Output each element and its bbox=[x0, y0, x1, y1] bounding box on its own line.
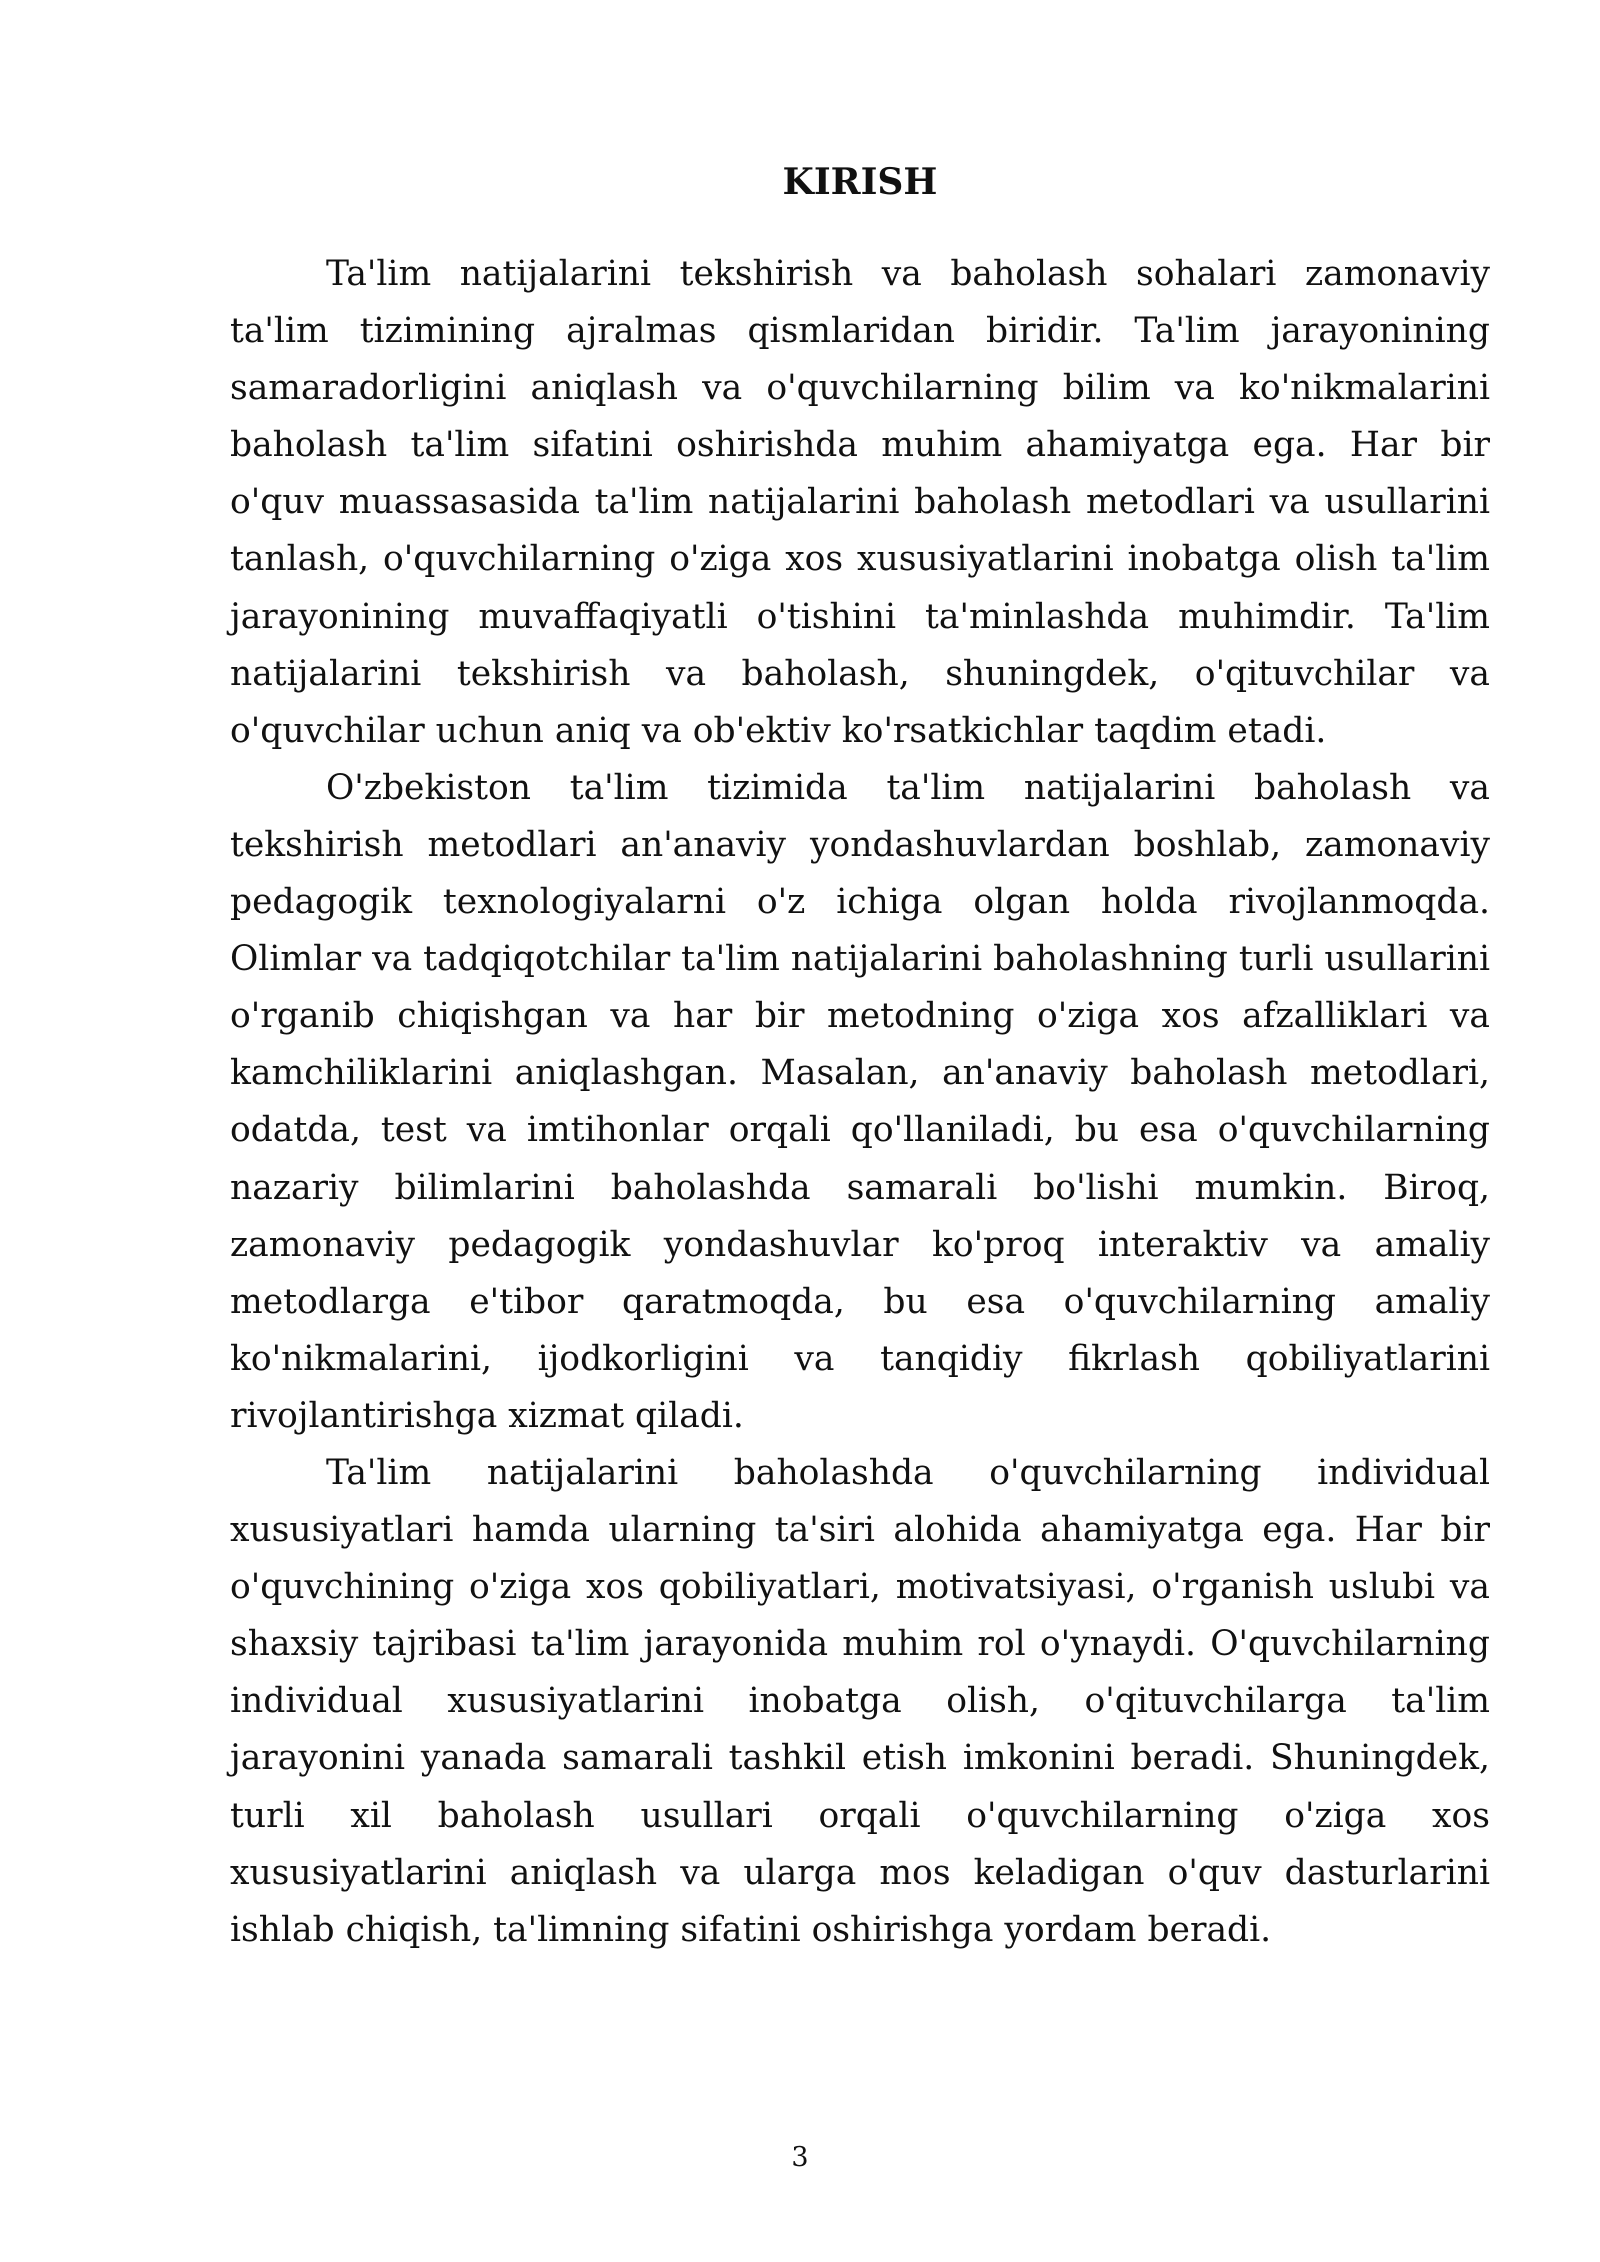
body-text bbox=[230, 246, 1490, 1959]
paragraph-1: Ta'lim natijalarini tekshirish va baholash sohalari zamonaviy ta'lim tizimining ajralmas qismlaridan biridir. Ta'lim jarayonining samaradorligini aniqlash va o'quvchilarning bilim va ko'nikmalarini baholash ta'lim sifatini oshirishda muhim ahamiyatga ega. Har bir o'quv muassasasida ta'lim natijalarini baholash metodlari va usullarini tanlash, o'quvchilarning o'ziga xos xususiyatlarini inobatga olish ta'lim jarayonining muvaffaqiyatli o'tishini ta'minlashda muhimdir. Ta'lim natijalarini tekshirish va baholash, shuningdek, o'qituvchilar va o'quvchilar uchun aniq va ob'ektiv ko'rsatkichlar taqdim etadi. bbox=[230, 254, 1490, 751]
page-number: 3 bbox=[791, 2142, 809, 2173]
paragraph-2: O'zbekiston ta'lim tizimida ta'lim natijalarini baholash va tekshirish metodlari an'anaviy yondashuvlardan boshlab, zamonaviy pedagogik texnologiyalarni o'z ichiga olgan holda rivojlanmoqda. Olimlar va tadqiqotchilar ta'lim natijalarini baholashning turli usullarini o'rganib chiqishgan va har bir metodning o'ziga xos afzalliklari va kamchiliklarini aniqlashgan. Masalan, an'anaviy baholash metodlari, odatda, test va imtihonlar orqali qo'llaniladi, bu esa o'quvchilarning nazariy bilimlarini baholashda samarali bo'lishi mumkin. Biroq, zamonaviy pedagogik yondashuvlar ko'proq interaktiv va amaliy metodlarga e'tibor qaratmoqda, bu esa o'quvchilarning amaliy ko'nikmalarini, ijodkorligini va tanqidiy fikrlash qobiliyatlarini rivojlantirishga xizmat qiladi. bbox=[230, 767, 1490, 1436]
paragraph-3: Ta'lim natijalarini baholashda o'quvchilarning individual xususiyatlari hamda ularning ta'siri alohida ahamiyatga ega. Har bir o'quvchining o'ziga xos qobiliyatlari, motivatsiyasi, o'rganish uslubi va shaxsiy tajribasi ta'lim jarayonida muhim rol o'ynaydi. O'quvchilarning individual xususiyatlarini inobatga olish, o'qituvchilarga ta'lim jarayonini yanada samarali tashkil etish imkonini beradi. Shuningdek, turli xil baholash usullari orqali o'quvchilarning o'ziga xos xususiyatlarini aniqlash va ularga mos keladigan o'quv dasturlarini ishlab chiqish, ta'limning sifatini oshirishga yordam beradi. bbox=[230, 1452, 1490, 1950]
section-title: KIRISH bbox=[782, 161, 938, 203]
